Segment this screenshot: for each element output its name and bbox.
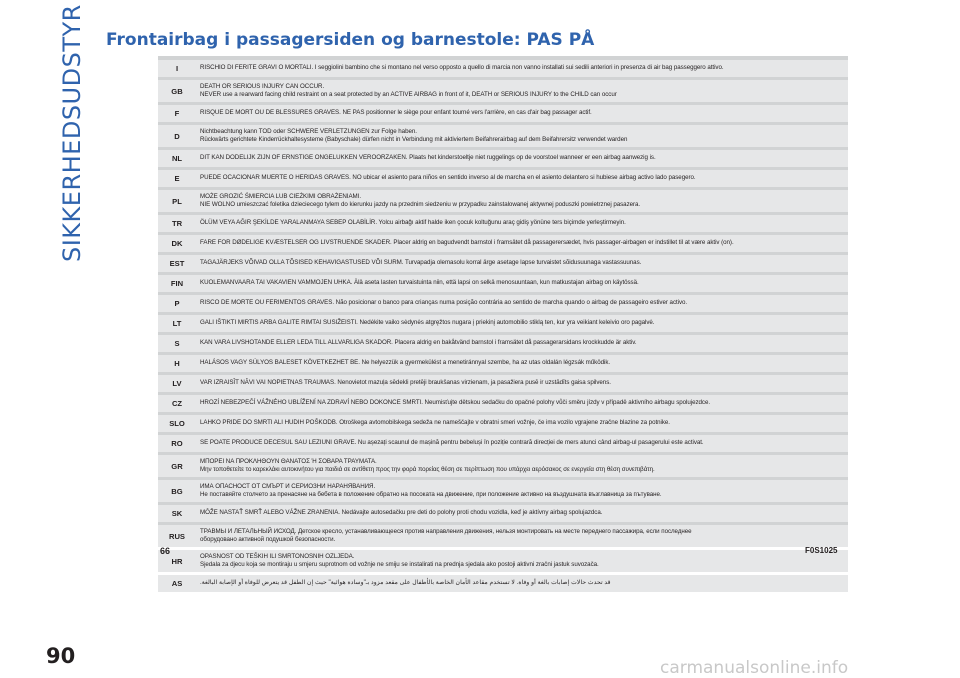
warning-text-line: KAN VARA LIVSHOTANDE ELLER LEDA TILL ALLVARLIGA SKADOR. Placera aldrig en bakåtvänd barnstol i framsätet då passagerarsidans krockkudde är aktiv. [200,339,637,347]
warning-row [158,105,848,122]
language-code: NL [158,150,196,167]
warning-text-line: GALI IŠTIKTI MIRTIS ARBA GALITE RIMTAI SUSIŽEISTI. Nedėkite vaiko sėdynės atgręžtos nugara į priekinį automobilio stiklą ten, kur yra veikiant keleivio oro pagalvė. [200,319,655,327]
warning-text-line: قد تحدث حالات إصابات بالغة أو وفاة. لا تستخدم مقاعد الأمان الخاصة بالأطفال على مقعد مزود بـ"وسادة هوائية" حيث إن الطفل قد يتعرض للوفاة أو الإصابة البالغة. [200,579,611,587]
warning-row [158,575,848,592]
warning-text [196,415,848,432]
warning-text-line: PUEDE OCACIONAR MUERTE O HERIDAS GRAVES. NO ubicar el asiento para niños en sentido inverso al de marcha en el asiento delantero si hubiese airbag activo lado pasegero. [200,174,696,182]
warning-row [158,525,848,547]
language-code: I [158,60,196,77]
warning-text-line: DEATH OR SERIOUS INJURY CAN OCCUR. [200,82,325,90]
language-code: RO [158,435,196,452]
warning-row [158,255,848,272]
language-code: GB [158,80,196,102]
warning-text [196,150,848,167]
warning-text [196,170,848,187]
warning-row [158,335,848,352]
warning-text [196,525,848,547]
warning-text [196,505,848,522]
language-code: DK [158,235,196,252]
section-side-label: SIKKERHEDSUDSTYR [58,4,86,262]
warning-text-line: ИМА ОПАСНОСТ ОТ СМЪРТ И СЕРИОЗНИ НАРАНЯВАНИЯ. [200,482,376,490]
warning-text-line: ТРАВМЫ И ЛЕТАЛЬНЫЙ ИСХОД. Детское кресло, устанавливающееся против направления движения, нельзя монтировать на месте переднего пассажира, если последнее [200,527,692,535]
warning-row [158,395,848,412]
warning-text-line: ΜΠΟΡΕΙ ΝΑ ΠΡΟΚΛΗΘΟΥΝ ΘΑΝΑΤΟΣ Ή ΣΟΒΑΡΑ ΤΡΑΥΜΑΤΑ. [200,457,377,465]
warning-text-line: NIE WOLNO umieszczać foletika dzieciecego tylem do kierunku jazdy na przednim siedzeniu w przypadku zainstalowanej aktywnej poduszki powietrznej pasazera. [200,201,641,208]
warning-text [196,480,848,502]
warning-text [196,80,848,102]
warning-text [196,275,848,292]
language-code: D [158,125,196,147]
language-code: SK [158,505,196,522]
warning-text-line: Sjedala za djecu koja se montiraju u smjeru suprotnom od vožnje ne smiju se instalirati na prednja sjedala ako postoji aktivni zračni jastuk suvozača. [200,561,599,568]
warning-row [158,375,848,392]
warning-row [158,170,848,187]
language-code: SLO [158,415,196,432]
manual-page-number: 90 [46,644,76,668]
warning-text-line: DIT KAN DODELIJK ZIJN OF ERNSTIGE ONGELUKKEN VEROORZAKEN. Plaats het kinderstoeltje niet ruggelings op de voorstoel wanneer er een airbag aanwezig is. [200,154,656,162]
warning-row [158,295,848,312]
warning-text-line: SE POATE PRODUCE DECESUL SAU LEZIUNI GRAVE. Nu așezați scaunul de mașină pentru bebeluși în poziție contrară direcției de mers atunci când airbag-ul pasagerului este activat. [200,439,704,447]
language-code: S [158,335,196,352]
language-code: E [158,170,196,187]
language-code: CZ [158,395,196,412]
warning-text-line: MÔŽE NASTAŤ SMRŤ ALEBO VÁŽNE ZRANENIA. Nedávajte autosedačku pre deti do polohy proti chodu vozidla, keď je aktívny airbag spolujazdca. [200,509,603,517]
warning-text [196,455,848,477]
warning-row [158,455,848,477]
language-code: H [158,355,196,372]
warning-text-line: NEVER use a rearward facing child restraint on a seat protected by an ACTIVE AIRBAG in front of it, DEATH or SERIOUS INJURY to the CHILD can occur [200,91,617,98]
warning-text [196,60,848,77]
warning-row [158,125,848,147]
language-code: P [158,295,196,312]
warning-row [158,355,848,372]
warning-row [158,415,848,432]
warning-text-line: RISQUE DE MORT OU DE BLESSURES GRAVES. NE PAS positionner le siège pour enfant tourné vers l'arrière, en cas d'air bag passager actif. [200,109,592,117]
warning-text-line: TAGAJÄRJEKS VÕIVAD OLLA TÕSISED KEHAVIGASTUSED VÕI SURM. Turvapadja olemasolu korral ärge asetage lapse turvaistet sõidusuunaga vastassuunas. [200,259,642,267]
warning-row [158,480,848,502]
warning-text-line: KUOLEMANVAARA TAI VAKAVIEN VAMMOJEN UHKA. Älä aseta lasten turvaistuinta niin, että lapsi on selkä menosuuntaan, kun matkustajan airbag on käytössä. [200,279,639,287]
warning-row [158,505,848,522]
warning-text-line: LAHKO PRIDE DO SMRTI ALI HUDIH POŠKODB. Otroškega avtomobilskega sedeža ne nameščajte v obratni smeri vožnje, če ima vozilo vgrajene zračne blazine za potnike. [200,419,670,427]
warning-text-line: ÖLÜM VEYA AĞIR ŞEKİLDE YARALANMAYA SEBEP OLABİLİR. Yolcu airbağı aktif halde iken çocuk koltuğunu araç gidiş yönüne ters biçimde yerleştirmeyin. [200,219,626,227]
warning-row [158,60,848,77]
warning-text [196,105,848,122]
label-page-number: 66 [160,546,171,556]
warning-text [196,255,848,272]
language-code: FIN [158,275,196,292]
warning-row [158,275,848,292]
language-code: F [158,105,196,122]
warning-text [196,335,848,352]
language-code: PL [158,190,196,212]
warning-text-line: Rückwärts gerichtete Kinderrückhaltesysteme (Babyschale) dürfen nicht in Verbindung mit aktiviertem Beifahrerairbag auf dem Beifahrersitz verwendet warden [200,136,628,143]
warning-text [196,575,848,592]
warning-text-line: Не поставяйте столчето за пренасяне на бебета в положение обратно на посоката на движение, при положение активно на въздушната възглавница за пътуване. [200,491,662,498]
warning-text [196,550,848,572]
page-title: Frontairbag i passagersiden og barnestole: PAS PÅ [106,30,595,50]
language-code: RUS [158,525,196,547]
warning-text [196,395,848,412]
language-code: GR [158,455,196,477]
warning-text-line: OPASNOST OD TEŠKIH ILI SMRTONOSNIH OZLJEDA. [200,552,355,560]
watermark: carmanualsonline.info [660,658,849,678]
warning-text-line: MOŻE GROZIĆ ŚMIERCIA LUB CIEŻKIMI OBRAŻENIAMI. [200,192,361,200]
warning-row [158,215,848,232]
warning-text-line: оборудовано активной подушкой безопасности. [200,536,336,543]
warning-text-line: Nichtbeachtung kann TOD oder SCHWERE VERLETZUNGEN zur Folge haben. [200,127,417,135]
warning-table [158,57,848,595]
warning-text [196,125,848,147]
warning-text [196,215,848,232]
warning-text-line: RISCHIO DI FERITE GRAVI O MORTALI. I seggiolini bambino che si montano nel verso opposto a quello di marcia non vanno installati sui sedili anteriori in presenza di air bag passeggero attivo. [200,64,724,72]
language-code: EST [158,255,196,272]
warning-row [158,315,848,332]
language-code: LT [158,315,196,332]
warning-text [196,190,848,212]
language-code: BG [158,480,196,502]
language-code: LV [158,375,196,392]
warning-text [196,355,848,372]
warning-text [196,375,848,392]
warning-row [158,550,848,572]
language-code: HR [158,550,196,572]
warning-text-line: RISCO DE MORTE OU FERIMENTOS GRAVES. Não posicionar o banco para crianças numa posição contrária ao sentido de marcha quando o airbag de passageiro estiver activo. [200,299,688,307]
warning-text [196,435,848,452]
warning-row [158,190,848,212]
language-code: TR [158,215,196,232]
language-code: AS [158,575,196,592]
warning-text-line: FARE FOR DØDELIGE KVÆSTELSER OG LIVSTRUENDE SKADER. Placer aldrig en bagudvendt barnstol i framsätet då passagerersædet, hvis passager-airbagen er indstillet til at være aktiv (on). [200,239,734,247]
warning-row [158,80,848,102]
warning-text [196,315,848,332]
warning-text [196,295,848,312]
figure-code: F0S1025 [805,546,838,555]
warning-row [158,150,848,167]
warning-text-line: HALÁSOS VAGY SÚLYOS BALESET KÖVETKEZHET BE. Ne helyezzük a gyermekülést a menetiránnyal szembe, ha az utas oldalán légzsák működik. [200,359,611,367]
warning-row [158,235,848,252]
warning-text [196,235,848,252]
warning-text-line: VAR IZRAISĪT NĀVI VAI NOPIETNAS TRAUMAS. Nenovietot mazuļa sēdekli pretēji braukšanas virzienam, ja pasažiera pusē ir uzstādīts gaisa spilvens. [200,379,611,387]
warning-text-line: HROZÍ NEBEZPEČÍ VÁŽNÉHO UBLÍŽENÍ NA ZDRAVÍ NEBO DOKONCE SMRTI. Neumisťujte dětskou sedačku do opačné polohy vůči směru jízdy v případě aktivního airbagu spolujezdce. [200,399,711,407]
warning-row [158,435,848,452]
warning-text-line: Μην τοποθετείτε το καρεκλάκι αυτοκινήτου για παιδιά σε αντίθετη προς την φορά πορείας θέση σε περίπτωση που υπάρχει αερόσακος σε ενεργεία στη θέση συνεπιβάτη. [200,466,655,473]
